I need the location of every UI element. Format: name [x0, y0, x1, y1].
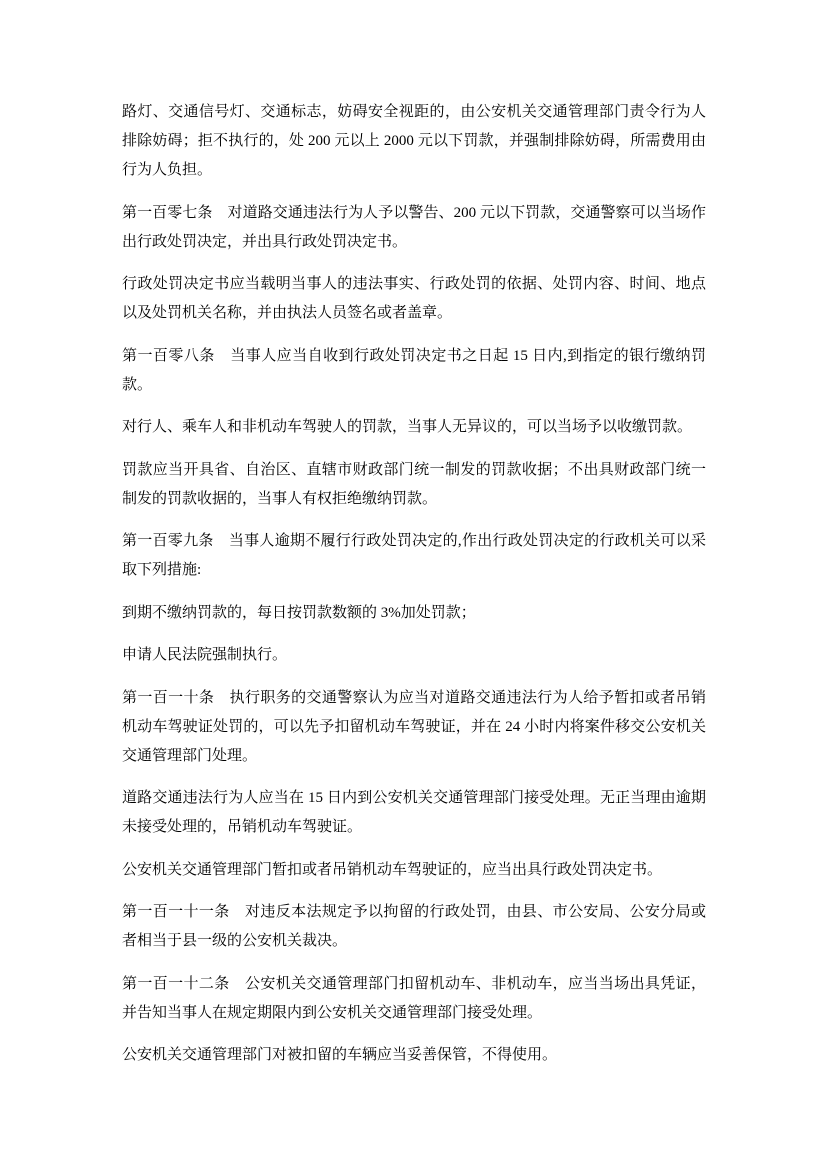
paragraph: 公安机关交通管理部门暂扣或者吊销机动车驾驶证的，应当出具行政处罚决定书。 — [122, 861, 663, 878]
paragraph: 公安机关交通管理部门对被扣留的车辆应当妥善保管，不得使用。 — [122, 1047, 558, 1063]
paragraph: 道路交通违法行为人应当在 15 日内到公安机关交通管理部门接受处理。无正当理由逾期未接受处理的，吊销机动车驾驶证。 — [122, 790, 706, 835]
paragraph-article-110: 第一百一十条 执行职务的交通警察认为应当对道路交通违法行为人给予暂扣或者吊销机动车驾驶证处罚的，可以先予扣留机动车驾驶证，并在 24 小时内将案件移交公安机关交通管理部门处理。 — [122, 689, 706, 764]
paragraph: 罚款应当开具省、自治区、直辖市财政部门统一制发的罚款收据；不出具财政部门统一制发的罚款收据的，当事人有权拒绝缴纳罚款。 — [122, 461, 706, 507]
paragraph: 行政处罚决定书应当载明当事人的违法事实、行政处罚的依据、处罚内容、时间、地点以及处罚机关名称，并由执法人员签名或者盖章。 — [122, 276, 706, 321]
paragraph: 对行人、乘车人和非机动车驾驶人的罚款，当事人无异议的，可以当场予以收缴罚款。 — [122, 419, 693, 435]
paragraph-article-109: 第一百零九条 当事人逾期不履行行政处罚决定的,作出行政处罚决定的行政机关可以采取下列措施: — [122, 533, 706, 578]
paragraph-article-108: 第一百零八条 当事人应当自收到行政处罚决定书之日起 15 日内,到指定的银行缴纳罚款。 — [122, 347, 706, 393]
paragraph-article-107: 第一百零七条 对道路交通违法行为人予以警告、200 元以下罚款，交通警察可以当场作出行政处罚决定，并出具行政处罚决定书。 — [122, 204, 706, 250]
paragraph: 到期不缴纳罚款的，每日按罚款数额的 3%加处罚款； — [122, 604, 476, 621]
paragraph-article-112: 第一百一十二条 公安机关交通管理部门扣留机动车、非机动车，应当当场出具凭证，并告知当事人在规定期限内到公安机关交通管理部门接受处理。 — [122, 975, 706, 1021]
paragraph-article-111: 第一百一十一条 对违反本法规定予以拘留的行政处罚，由县、市公安局、公安分局或者相当于县一级的公安机关裁决。 — [122, 904, 706, 949]
paragraph: 路灯、交通信号灯、交通标志，妨碍安全视距的，由公安机关交通管理部门责令行为人排除妨碍；拒不执行的，处 200 元以上 2000 元以下罚款，并强制排除妨碍，所需费用由行为人负担。 — [122, 104, 706, 178]
paragraph: 申请人民法院强制执行。 — [122, 647, 288, 663]
